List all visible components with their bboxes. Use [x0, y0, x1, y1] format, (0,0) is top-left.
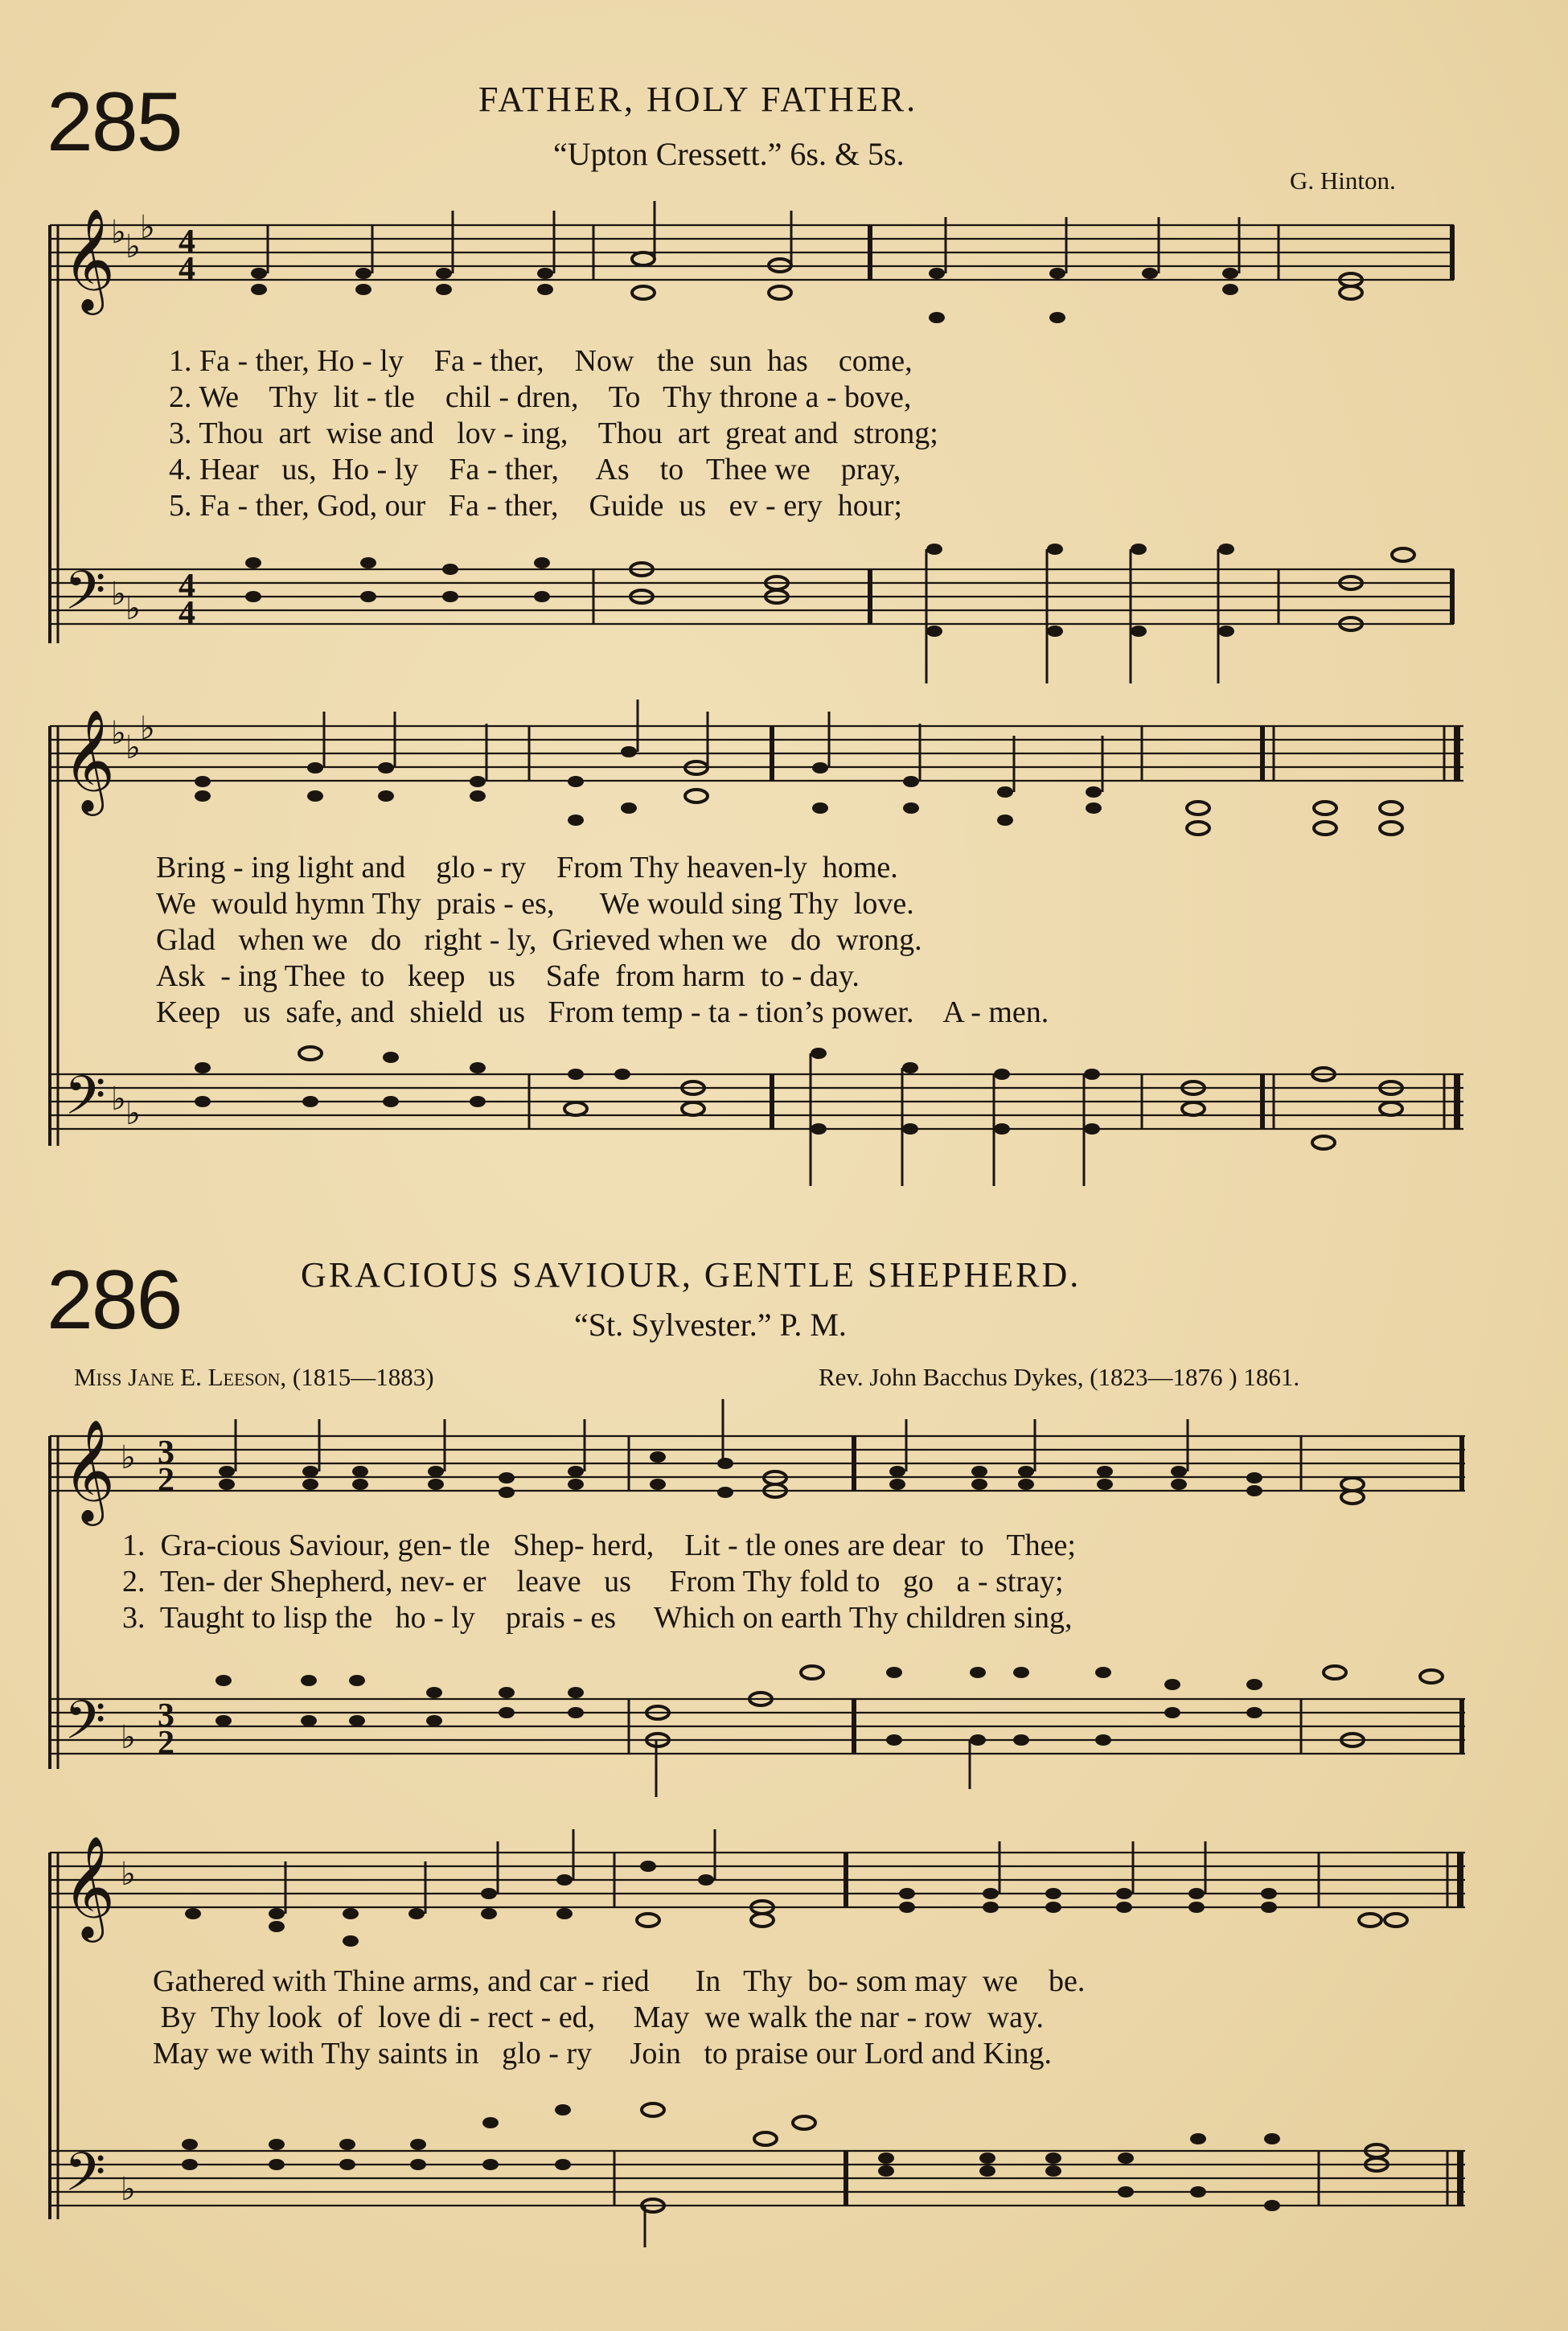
lyric-line: By Thy look of love di - rect - ed, May we walk the nar - row way. — [153, 2001, 1045, 2034]
svg-text:4: 4 — [179, 595, 195, 632]
svg-text:♭: ♭ — [140, 209, 155, 246]
svg-text:♭: ♭ — [121, 1439, 136, 1476]
svg-text:♭: ♭ — [140, 710, 155, 747]
hymn-number-286: 286 — [47, 1254, 182, 1347]
lyric-line: Bring - ing light and glo - ry From Thy heaven-ly home. — [156, 851, 898, 884]
staff-286-s2-bass — [50, 2151, 1465, 2206]
bass-clef-icon: 𝄢 — [64, 560, 106, 634]
svg-text:2: 2 — [158, 1725, 174, 1762]
staff-285-s2-treble — [50, 726, 1463, 781]
svg-text:𝄢: 𝄢 — [64, 1689, 106, 1764]
lyric-line: Keep us safe, and shield us From temp - ta - tion’s power. A - men. — [156, 995, 1049, 1029]
lyric-line: We would hymn Thy prais - es, We would sing Thy love. — [156, 887, 914, 921]
notes-285-s1-treble — [251, 201, 1362, 323]
svg-text:3: 3 — [158, 1697, 174, 1734]
lyric-line: 3. Thou art wise and lov - ing, Thou art great and strong; — [169, 417, 938, 450]
svg-text:2: 2 — [158, 1462, 174, 1499]
svg-text:♭: ♭ — [111, 576, 126, 613]
svg-text:♭: ♭ — [121, 2171, 136, 2208]
staff-285-s2-bass — [50, 1074, 1463, 1129]
svg-text:𝄞: 𝄞 — [63, 708, 116, 811]
lyrics-285-system1 — [169, 346, 938, 521]
svg-text:4: 4 — [179, 251, 195, 288]
treble-clef-icon: 𝄞 — [63, 207, 116, 310]
author-286 — [74, 1363, 434, 1392]
lyric-line: 5. Fa - ther, God, our Fa - ther, Guide us ev - ery hour; — [169, 489, 902, 523]
svg-text:♭: ♭ — [125, 590, 141, 627]
lyric-line: 3. Taught to lisp the ho - ly prais - es Which on earth Thy children sing, — [122, 1601, 1073, 1635]
lyric-line: Ask - ing Thee to keep us Safe from harm to - day. — [156, 959, 860, 993]
lyric-line: May we with Thy saints in glo - ry Join to praise our Lord and King. — [153, 2037, 1053, 2070]
svg-text:♭: ♭ — [111, 715, 126, 752]
lyric-line: 2. Ten- der Shepherd, nev- er leave us From Thy fold to go a - stray; — [122, 1565, 1064, 1598]
lyric-line: Glad when we do right - ly, Grieved when we do wrong. — [156, 923, 922, 957]
svg-text:♭: ♭ — [125, 729, 141, 766]
svg-text:𝄢: 𝄢 — [64, 2141, 106, 2216]
svg-text:♭: ♭ — [121, 1856, 136, 1893]
hymn-title-285: FATHER, HOLY FATHER. — [478, 80, 918, 119]
notes-285-s1-bass — [245, 544, 1414, 683]
svg-text:4: 4 — [179, 568, 195, 605]
svg-text:♭: ♭ — [125, 228, 141, 265]
author-name: Miss Jane E. Leeson, (1815—1883) — [74, 1363, 434, 1391]
hymn-title-286: GRACIOUS SAVIOUR, GENTLE SHEPHERD. — [301, 1255, 1082, 1295]
lyric-line: 1. Gra-cious Saviour, gen- tle Shep- herd, Lit - tle ones are dear to Thee; — [122, 1529, 1076, 1562]
svg-text:♭: ♭ — [121, 1719, 136, 1756]
tune-name-285: “Upton Cressett.” 6s. & 5s. — [553, 136, 905, 172]
lyric-line: 2. We Thy lit - tle chil - dren, To Thy throne a - bove, — [169, 380, 912, 414]
svg-text:𝄞: 𝄞 — [63, 1418, 116, 1521]
lyric-line: 1. Fa - ther, Ho - ly Fa - ther, Now the sun has come, — [169, 344, 913, 378]
composer-286: Rev. John Bacchus Dykes, (1823—1876 ) 1861. — [819, 1363, 1300, 1391]
lyrics-286-system1 — [122, 1530, 1076, 1633]
staff-286-s2-treble — [50, 1853, 1465, 1907]
lyrics-285-system2 — [156, 852, 1049, 1028]
tune-name-286: “St. Sylvester.” P. M. — [574, 1307, 847, 1343]
svg-text:𝄞: 𝄞 — [63, 1835, 116, 1938]
composer-285: G. Hinton. — [1290, 166, 1396, 195]
hymn-number-285: 285 — [47, 76, 182, 169]
lyrics-286-system2 — [153, 1966, 1085, 2069]
svg-text:3: 3 — [158, 1434, 174, 1471]
lyric-line: Gathered with Thine arms, and car - ried In Thy bo- som may we be. — [153, 1964, 1086, 1998]
svg-text:4: 4 — [179, 224, 195, 261]
flat-icon: ♭ — [111, 214, 126, 251]
svg-text:♭: ♭ — [111, 1081, 126, 1118]
svg-text:♭: ♭ — [125, 1095, 141, 1132]
svg-text:𝄢: 𝄢 — [64, 1065, 106, 1139]
lyric-line: 4. Hear us, Ho - ly Fa - ther, As to Thee we pray, — [169, 453, 901, 486]
